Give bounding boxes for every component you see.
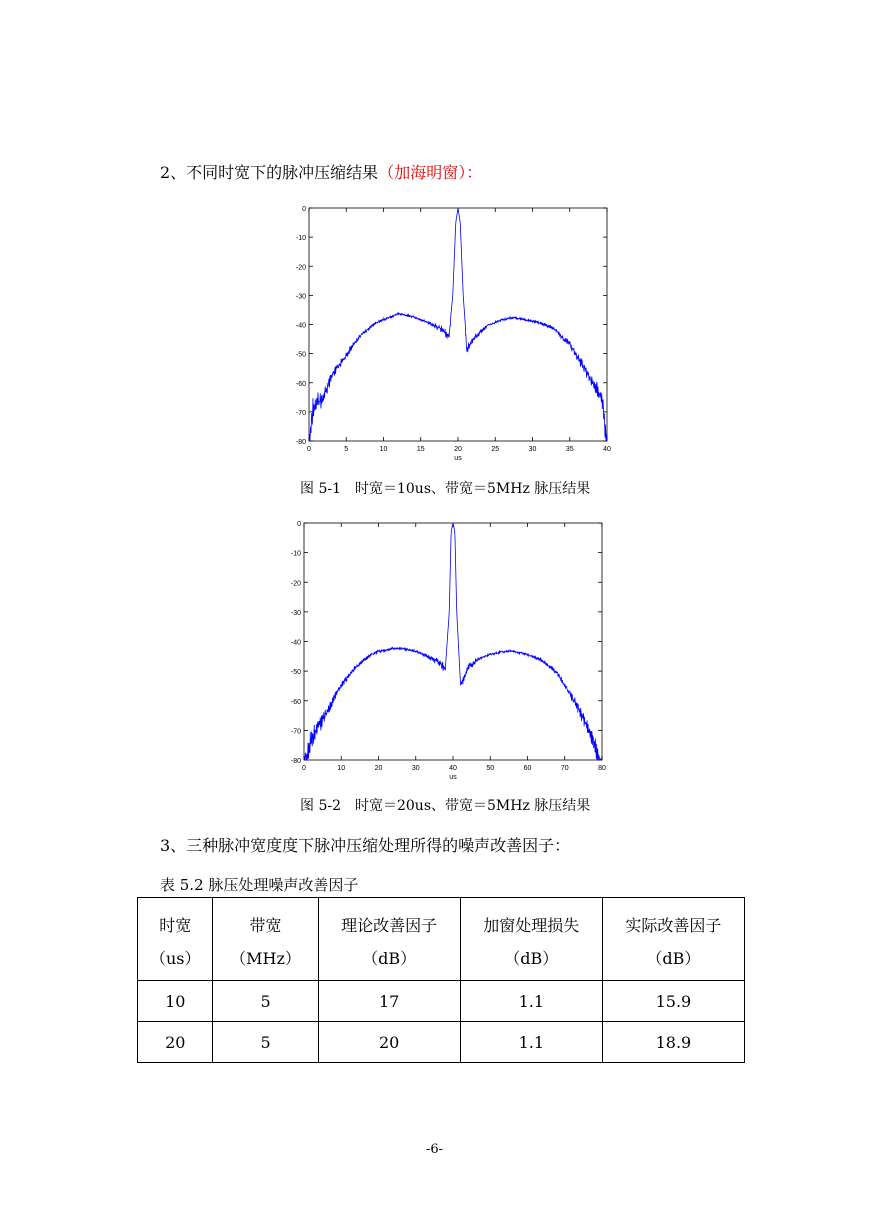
y-tick-label: 0: [297, 521, 301, 528]
table-header-row: [138, 898, 745, 981]
x-tick-label: 20: [454, 446, 462, 453]
y-tick-label: -20: [290, 580, 301, 588]
x-tick-label: 40: [603, 446, 611, 453]
section-heading-3: 3、三种脉冲宽度度下脉冲压缩处理所得的噪声改善因子：: [160, 836, 571, 855]
y-tick-label: -20: [295, 264, 306, 272]
x-tick-label: 5: [344, 446, 349, 453]
table-cell: 5: [213, 981, 318, 1022]
y-tick-label: -70: [290, 728, 301, 736]
y-tick-label: -50: [290, 669, 301, 677]
y-tick-label: -40: [290, 639, 301, 647]
y-tick-label: -80: [295, 439, 306, 446]
y-tick-label: -30: [295, 293, 306, 301]
plot-frame: [309, 208, 607, 441]
chart-pulse-compression-10us: [282, 197, 627, 472]
y-tick-label: -50: [295, 351, 306, 359]
x-tick-label: 40: [449, 765, 457, 772]
header-label: 加窗处理损失: [483, 916, 580, 935]
header-label: 时宽: [159, 916, 192, 935]
y-tick-label: -70: [295, 409, 306, 417]
header-cell: [318, 898, 460, 981]
table-cell: 1.1: [460, 981, 602, 1022]
header-unit: （dB）: [362, 949, 417, 968]
x-axis-label: us: [449, 774, 457, 781]
table-cell: 10: [138, 981, 213, 1022]
table-cell: 1.1: [460, 1022, 602, 1063]
header-label: 理论改善因子: [341, 916, 438, 935]
table-row: [138, 981, 745, 1022]
series-line-group: [309, 208, 607, 441]
header-unit: （dB）: [504, 949, 559, 968]
table-cell: 20: [318, 1022, 460, 1063]
noise-improvement-table: [137, 897, 745, 1063]
x-tick-label: 30: [411, 765, 420, 772]
series-line: [309, 208, 607, 441]
table-cell: 5: [213, 1022, 318, 1063]
y-tick-label: 0: [302, 206, 306, 213]
section-heading-2: [160, 163, 482, 183]
figure-5-1: [282, 197, 627, 472]
page-number: -6-: [425, 1142, 444, 1157]
heading-2-highlight: （加海明窗）：: [378, 163, 483, 182]
figure-5-2: [276, 514, 626, 789]
x-tick-label: 30: [528, 446, 537, 453]
header-cell: [602, 898, 744, 981]
x-tick-label: 10: [379, 446, 388, 453]
y-tick-label: -10: [290, 550, 301, 558]
table-cell: 18.9: [602, 1022, 744, 1063]
series-line-group: [304, 523, 602, 760]
header-cell: [138, 898, 213, 981]
y-tick-label: -30: [290, 609, 301, 617]
header-cell: [460, 898, 602, 981]
heading-2-text: 2、不同时宽下的脉冲压缩结果: [160, 163, 379, 182]
table-cell: 20: [138, 1022, 213, 1063]
x-tick-label: 0: [307, 446, 311, 453]
header-label: 实际改善因子: [625, 916, 722, 935]
y-tick-label: -60: [290, 698, 301, 706]
header-cell: [213, 898, 318, 981]
header-unit: （MHz）: [230, 949, 301, 968]
table-cell: 15.9: [602, 981, 744, 1022]
x-tick-label: 80: [598, 765, 606, 772]
table-cell: 17: [318, 981, 460, 1022]
x-tick-label: 25: [491, 446, 500, 453]
x-tick-label: 35: [565, 446, 574, 453]
y-tick-label: -40: [295, 322, 306, 330]
figure-5-1-caption: 图 5-1 时宽＝10us、带宽＝5MHz 脉压结果: [300, 481, 591, 497]
figure-5-2-caption: 图 5-2 时宽＝20us、带宽＝5MHz 脉压结果: [300, 798, 591, 814]
y-tick-label: -10: [295, 235, 306, 243]
table-row: [138, 1022, 745, 1063]
header-label: 带宽: [249, 916, 282, 935]
series-line: [304, 523, 602, 760]
x-tick-label: 60: [523, 765, 532, 772]
header-unit: （dB）: [646, 949, 701, 968]
y-tick-label: -80: [290, 758, 301, 765]
x-axis-label: us: [454, 455, 462, 462]
y-tick-label: -60: [295, 380, 306, 388]
x-tick-label: 15: [416, 446, 425, 453]
x-tick-label: 10: [337, 765, 346, 772]
plot-frame: [304, 523, 602, 760]
x-tick-label: 70: [560, 765, 569, 772]
x-tick-label: 20: [374, 765, 383, 772]
header-unit: （us）: [149, 949, 201, 968]
x-tick-label: 0: [302, 765, 306, 772]
table-title: 表 5.2 脉压处理噪声改善因子: [160, 876, 359, 894]
x-tick-label: 50: [486, 765, 495, 772]
chart-pulse-compression-20us: [276, 514, 626, 789]
